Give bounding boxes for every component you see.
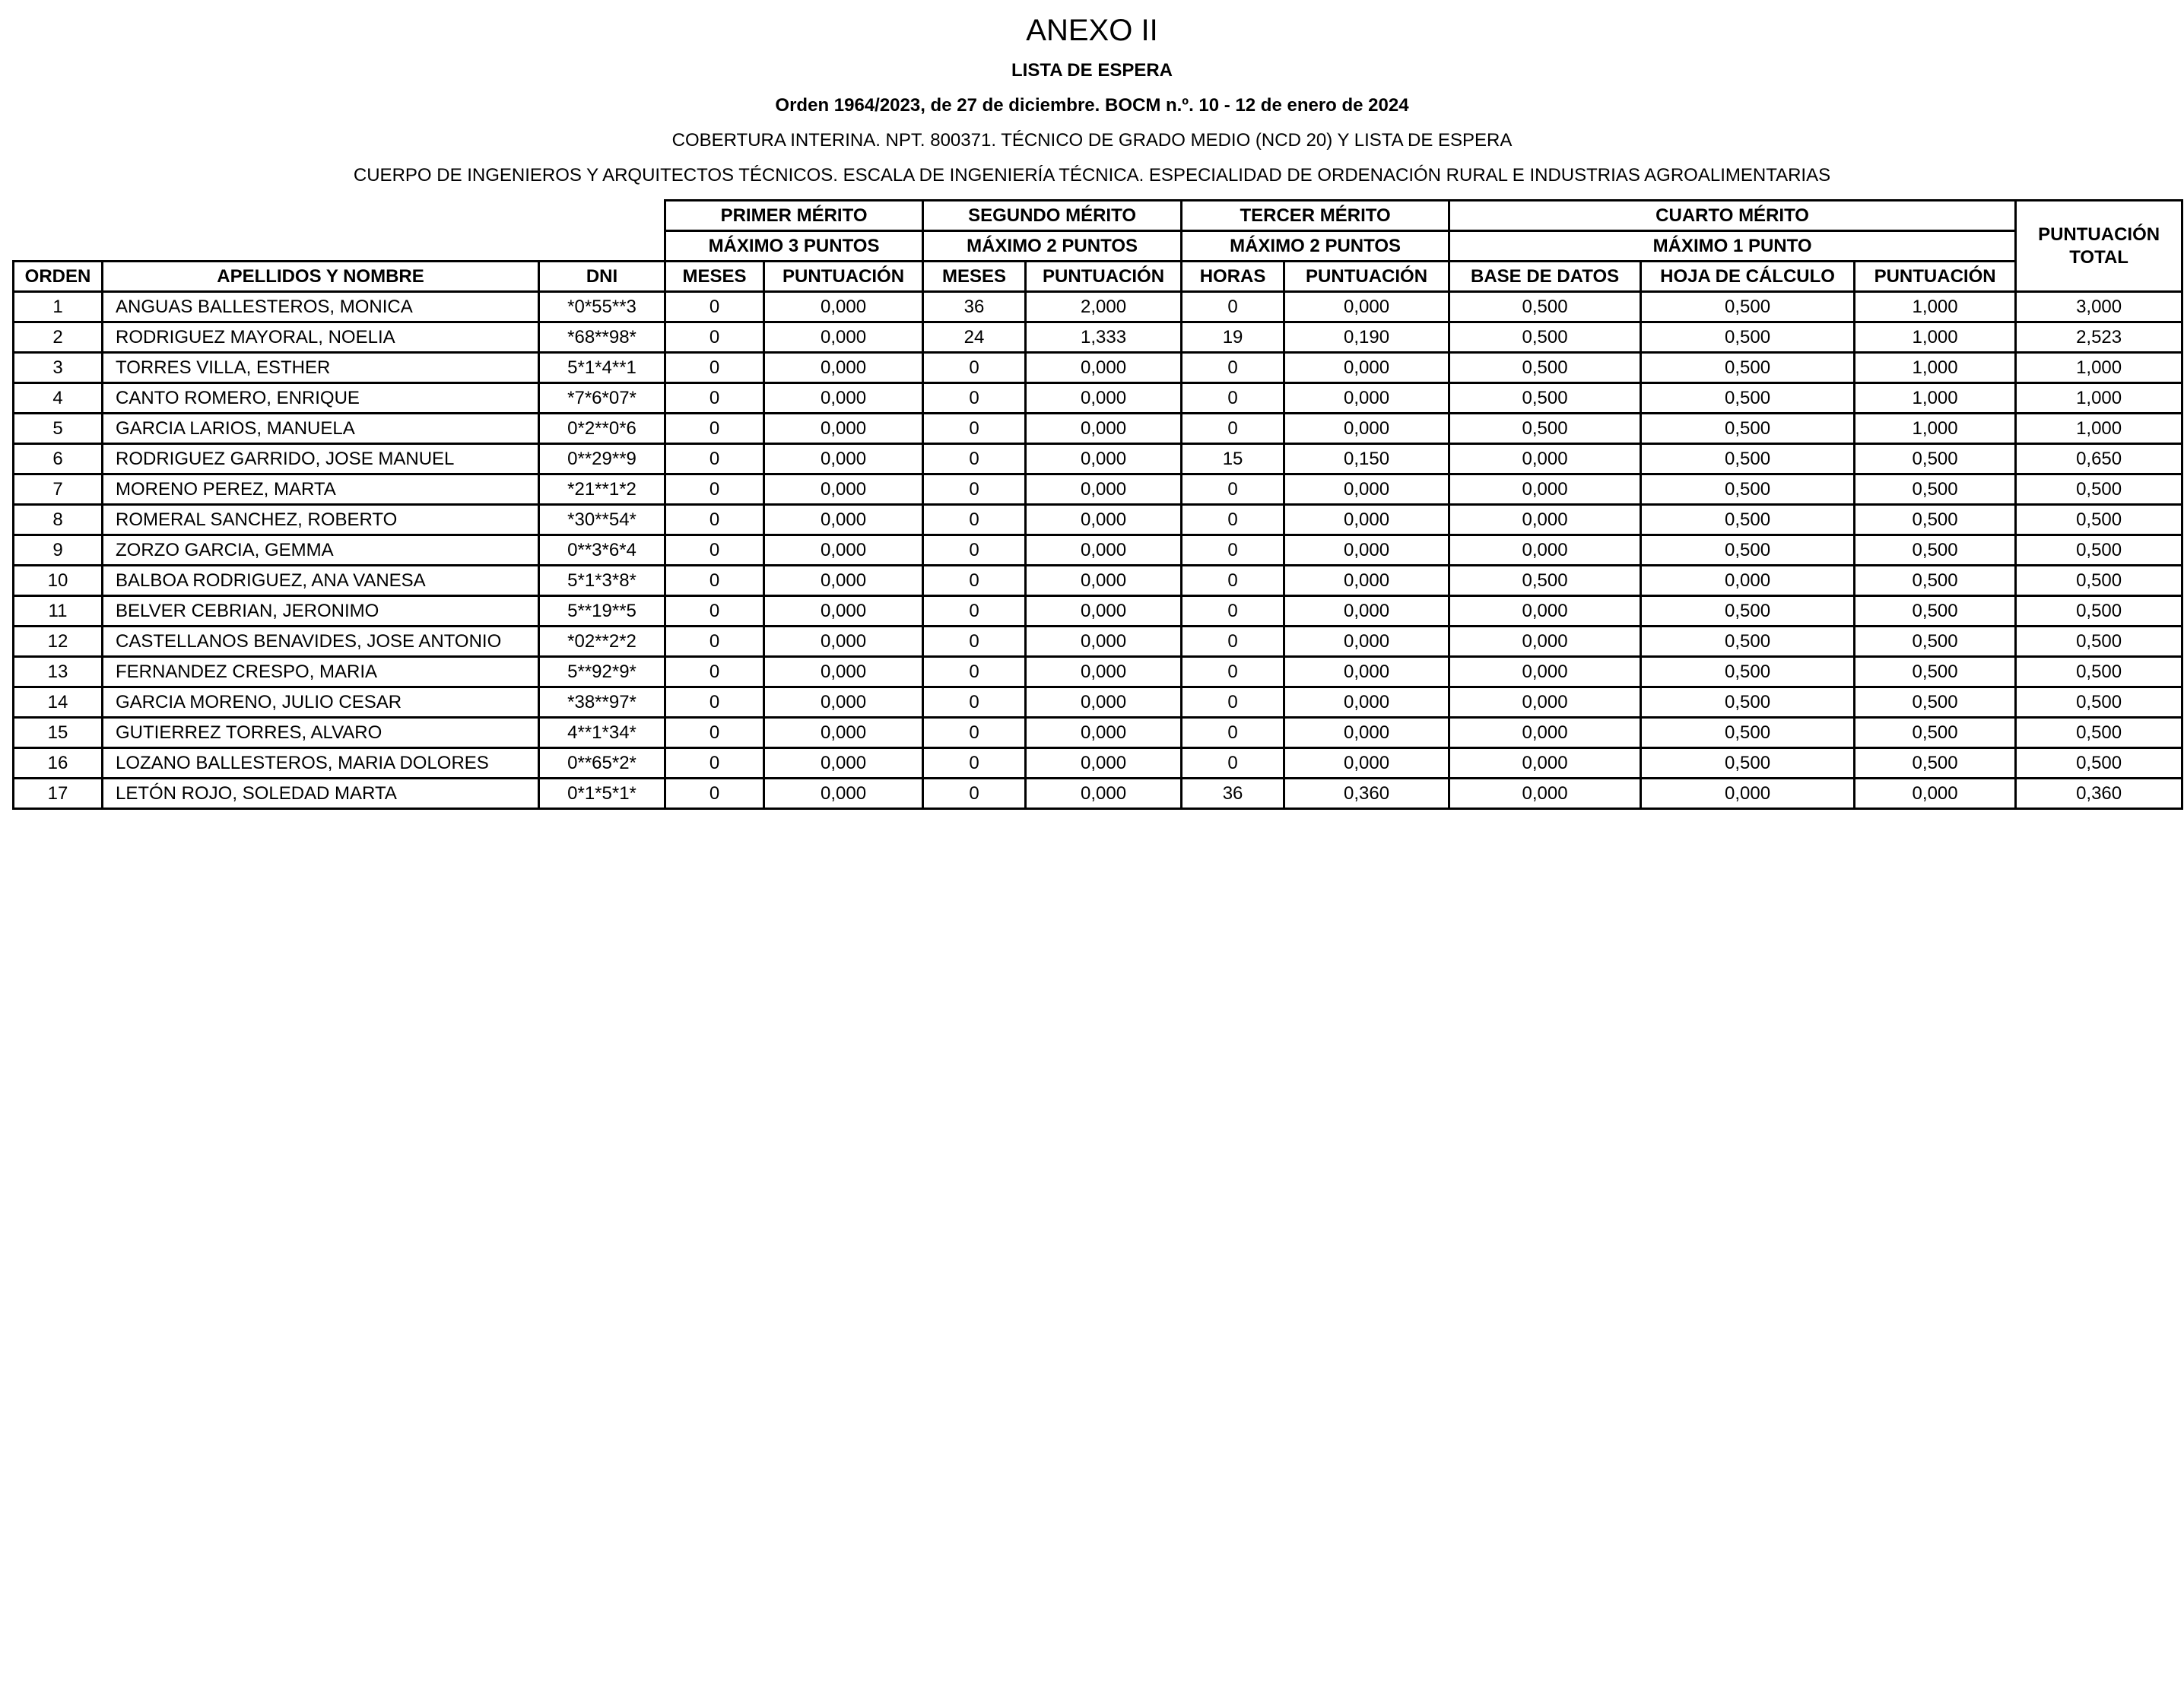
col-orden: ORDEN [14,262,103,292]
cell-m1-meses: 0 [665,718,764,748]
cell-dni: 5*1*4**1 [539,353,665,383]
cell-m1-meses: 0 [665,474,764,505]
cell-orden: 3 [14,353,103,383]
table-body [14,292,2182,809]
cell-m3-puntuacion: 0,000 [1284,627,1449,657]
table-row [14,505,2182,535]
cell-m4-base-datos: 0,500 [1449,322,1641,353]
cell-m4-puntuacion: 0,500 [1855,718,2016,748]
cell-puntuacion-total: 1,000 [2016,414,2182,444]
cell-m3-puntuacion: 0,000 [1284,414,1449,444]
cell-m2-meses: 0 [923,505,1026,535]
cell-m4-base-datos: 0,500 [1449,566,1641,596]
cell-orden: 1 [14,292,103,322]
cell-m1-meses: 0 [665,353,764,383]
cell-m4-base-datos: 0,000 [1449,779,1641,809]
cell-m4-hoja-calculo: 0,000 [1641,779,1855,809]
cell-apellidos-nombre: CANTO ROMERO, ENRIQUE [103,383,539,414]
cell-m3-puntuacion: 0,000 [1284,748,1449,779]
cell-m4-puntuacion: 0,500 [1855,566,2016,596]
cell-orden: 17 [14,779,103,809]
table-row [14,687,2182,718]
cell-m4-base-datos: 0,000 [1449,444,1641,474]
col-m2-puntuacion: PUNTUACIÓN [1026,262,1182,292]
cell-dni: *30**54* [539,505,665,535]
cell-m1-puntuacion: 0,000 [764,353,923,383]
cell-m4-puntuacion: 0,500 [1855,596,2016,627]
col-m4-puntuacion: PUNTUACIÓN [1855,262,2016,292]
cell-m4-puntuacion: 1,000 [1855,292,2016,322]
cell-m4-puntuacion: 0,500 [1855,748,2016,779]
cell-m3-puntuacion: 0,000 [1284,596,1449,627]
cell-orden: 14 [14,687,103,718]
cell-orden: 16 [14,748,103,779]
cell-m4-hoja-calculo: 0,500 [1641,414,1855,444]
cell-m1-meses: 0 [665,596,764,627]
table-row [14,292,2182,322]
cell-puntuacion-total: 0,500 [2016,505,2182,535]
cell-m4-base-datos: 0,000 [1449,474,1641,505]
cell-m4-hoja-calculo: 0,000 [1641,566,1855,596]
cell-apellidos-nombre: CASTELLANOS BENAVIDES, JOSE ANTONIO [103,627,539,657]
col-m2-meses: MESES [923,262,1026,292]
cell-apellidos-nombre: LETÓN ROJO, SOLEDAD MARTA [103,779,539,809]
cell-m3-horas: 0 [1182,687,1284,718]
cell-m2-meses: 0 [923,474,1026,505]
cell-m3-horas: 0 [1182,627,1284,657]
col-m1-meses: MESES [665,262,764,292]
cell-m2-puntuacion: 0,000 [1026,535,1182,566]
cell-orden: 13 [14,657,103,687]
cell-m1-meses: 0 [665,444,764,474]
cell-m1-puntuacion: 0,000 [764,657,923,687]
cell-apellidos-nombre: MORENO PEREZ, MARTA [103,474,539,505]
cell-m1-puntuacion: 0,000 [764,779,923,809]
waiting-list-table [12,199,2183,810]
cell-apellidos-nombre: TORRES VILLA, ESTHER [103,353,539,383]
cell-apellidos-nombre: BALBOA RODRIGUEZ, ANA VANESA [103,566,539,596]
col-m4-hoja-calculo: HOJA DE CÁLCULO [1641,262,1855,292]
cell-m3-horas: 0 [1182,383,1284,414]
cell-m3-puntuacion: 0,000 [1284,292,1449,322]
cell-m2-meses: 0 [923,353,1026,383]
cell-m3-horas: 0 [1182,566,1284,596]
cell-m4-base-datos: 0,500 [1449,383,1641,414]
cell-m2-meses: 0 [923,444,1026,474]
table-row [14,444,2182,474]
cell-dni: 0**29**9 [539,444,665,474]
cell-m4-puntuacion: 1,000 [1855,353,2016,383]
cell-m2-puntuacion: 0,000 [1026,718,1182,748]
cell-dni: 5**92*9* [539,657,665,687]
cell-orden: 9 [14,535,103,566]
cell-puntuacion-total: 1,000 [2016,383,2182,414]
cell-m2-puntuacion: 0,000 [1026,779,1182,809]
cell-puntuacion-total: 0,500 [2016,657,2182,687]
cell-m2-puntuacion: 0,000 [1026,383,1182,414]
cell-puntuacion-total: 0,650 [2016,444,2182,474]
cell-m4-hoja-calculo: 0,500 [1641,292,1855,322]
cell-m1-meses: 0 [665,657,764,687]
cell-m3-horas: 15 [1182,444,1284,474]
col-m3-horas: HORAS [1182,262,1284,292]
cell-puntuacion-total: 0,500 [2016,535,2182,566]
cell-puntuacion-total: 0,500 [2016,474,2182,505]
table-row [14,353,2182,383]
table-row [14,779,2182,809]
cell-m2-meses: 0 [923,687,1026,718]
cell-apellidos-nombre: RODRIGUEZ MAYORAL, NOELIA [103,322,539,353]
cell-m1-meses: 0 [665,383,764,414]
cell-apellidos-nombre: GUTIERREZ TORRES, ALVARO [103,718,539,748]
cell-apellidos-nombre: FERNANDEZ CRESPO, MARIA [103,657,539,687]
cell-orden: 6 [14,444,103,474]
cell-m1-puntuacion: 0,000 [764,383,923,414]
cell-m2-puntuacion: 0,000 [1026,566,1182,596]
cell-m1-meses: 0 [665,687,764,718]
cell-m2-meses: 0 [923,718,1026,748]
cell-m1-meses: 0 [665,292,764,322]
cell-m3-puntuacion: 0,190 [1284,322,1449,353]
cell-m3-horas: 0 [1182,535,1284,566]
cell-m1-meses: 0 [665,748,764,779]
cell-m2-puntuacion: 2,000 [1026,292,1182,322]
cell-m2-meses: 0 [923,627,1026,657]
cell-m4-hoja-calculo: 0,500 [1641,748,1855,779]
cell-dni: *68**98* [539,322,665,353]
cell-m1-meses: 0 [665,779,764,809]
table-row [14,596,2182,627]
cell-m4-puntuacion: 1,000 [1855,322,2016,353]
cell-m3-puntuacion: 0,000 [1284,505,1449,535]
group-primer-merito: PRIMER MÉRITO [665,201,923,231]
cell-orden: 5 [14,414,103,444]
cell-m4-base-datos: 0,000 [1449,687,1641,718]
cell-m4-puntuacion: 1,000 [1855,414,2016,444]
cell-apellidos-nombre: ROMERAL SANCHEZ, ROBERTO [103,505,539,535]
cell-orden: 8 [14,505,103,535]
cell-puntuacion-total: 3,000 [2016,292,2182,322]
cell-m4-hoja-calculo: 0,500 [1641,322,1855,353]
cell-m4-hoja-calculo: 0,500 [1641,627,1855,657]
cell-m2-meses: 0 [923,596,1026,627]
cell-m2-meses: 0 [923,657,1026,687]
cell-m4-hoja-calculo: 0,500 [1641,505,1855,535]
cell-m2-puntuacion: 0,000 [1026,444,1182,474]
list-subtitle: LISTA DE ESPERA [1011,60,1173,81]
cell-m4-hoja-calculo: 0,500 [1641,718,1855,748]
table-row [14,718,2182,748]
cell-m2-puntuacion: 0,000 [1026,474,1182,505]
cell-m4-base-datos: 0,000 [1449,505,1641,535]
cell-puntuacion-total: 1,000 [2016,353,2182,383]
cell-m3-horas: 0 [1182,657,1284,687]
cell-puntuacion-total: 0,500 [2016,718,2182,748]
cell-dni: 0*1*5*1* [539,779,665,809]
cell-m3-puntuacion: 0,000 [1284,535,1449,566]
table-row [14,748,2182,779]
cell-m4-hoja-calculo: 0,500 [1641,383,1855,414]
cell-dni: 4**1*34* [539,718,665,748]
cell-m1-puntuacion: 0,000 [764,627,923,657]
cell-m3-puntuacion: 0,000 [1284,353,1449,383]
col-m1-puntuacion: PUNTUACIÓN [764,262,923,292]
cell-m4-puntuacion: 0,500 [1855,657,2016,687]
cell-m1-meses: 0 [665,566,764,596]
cell-orden: 7 [14,474,103,505]
cell-m1-puntuacion: 0,000 [764,474,923,505]
table-row [14,383,2182,414]
max-primer-merito: MÁXIMO 3 PUNTOS [665,231,923,262]
cell-dni: *21**1*2 [539,474,665,505]
col-m4-base-datos: BASE DE DATOS [1449,262,1641,292]
cell-m2-puntuacion: 0,000 [1026,748,1182,779]
coverage-line: COBERTURA INTERINA. NPT. 800371. TÉCNICO DE GRADO MEDIO (NCD 20) Y LISTA DE ESPERA [671,130,1513,151]
cell-m3-horas: 0 [1182,505,1284,535]
cell-apellidos-nombre: ZORZO GARCIA, GEMMA [103,535,539,566]
cell-m4-base-datos: 0,000 [1449,627,1641,657]
cell-m4-puntuacion: 0,500 [1855,627,2016,657]
group-tercer-merito: TERCER MÉRITO [1182,201,1449,231]
cell-dni: 0**3*6*4 [539,535,665,566]
corps-line: CUERPO DE INGENIEROS Y ARQUITECTOS TÉCNICOS. ESCALA DE INGENIERÍA TÉCNICA. ESPECIALIDAD DE ORDENACIÓN RURAL E INDUSTRIAS AGROALIMENTARIAS [353,165,1831,186]
cell-m2-meses: 24 [923,322,1026,353]
cell-m2-meses: 0 [923,779,1026,809]
cell-orden: 15 [14,718,103,748]
cell-m4-puntuacion: 0,500 [1855,444,2016,474]
cell-m3-horas: 0 [1182,718,1284,748]
cell-m2-meses: 0 [923,566,1026,596]
cell-puntuacion-total: 0,500 [2016,748,2182,779]
cell-apellidos-nombre: ANGUAS BALLESTEROS, MONICA [103,292,539,322]
cell-m3-puntuacion: 0,150 [1284,444,1449,474]
cell-m2-meses: 0 [923,383,1026,414]
cell-m4-hoja-calculo: 0,500 [1641,353,1855,383]
cell-m4-hoja-calculo: 0,500 [1641,474,1855,505]
order-reference: Orden 1964/2023, de 27 de diciembre. BOCM n.º. 10 - 12 de enero de 2024 [775,95,1409,116]
cell-m1-meses: 0 [665,322,764,353]
cell-m4-puntuacion: 0,500 [1855,505,2016,535]
cell-m4-hoja-calculo: 0,500 [1641,657,1855,687]
col-apellidos-nombre: APELLIDOS Y NOMBRE [103,262,539,292]
cell-m3-puntuacion: 0,000 [1284,566,1449,596]
cell-m2-puntuacion: 0,000 [1026,687,1182,718]
cell-m1-puntuacion: 0,000 [764,596,923,627]
blank-corner [14,201,665,231]
merit-group-row [14,201,2182,231]
cell-dni: *02**2*2 [539,627,665,657]
cell-m4-puntuacion: 1,000 [1855,383,2016,414]
table-row [14,566,2182,596]
table-row [14,474,2182,505]
cell-m1-puntuacion: 0,000 [764,444,923,474]
cell-apellidos-nombre: BELVER CEBRIAN, JERONIMO [103,596,539,627]
cell-m2-puntuacion: 0,000 [1026,627,1182,657]
cell-m2-meses: 0 [923,535,1026,566]
group-segundo-merito: SEGUNDO MÉRITO [923,201,1182,231]
cell-m4-puntuacion: 0,500 [1855,535,2016,566]
cell-m4-hoja-calculo: 0,500 [1641,444,1855,474]
cell-dni: *0*55**3 [539,292,665,322]
cell-m1-puntuacion: 0,000 [764,687,923,718]
cell-m2-puntuacion: 0,000 [1026,414,1182,444]
cell-m1-puntuacion: 0,000 [764,535,923,566]
cell-m2-puntuacion: 0,000 [1026,596,1182,627]
cell-m4-base-datos: 0,000 [1449,657,1641,687]
cell-dni: *7*6*07* [539,383,665,414]
cell-m1-puntuacion: 0,000 [764,748,923,779]
cell-orden: 2 [14,322,103,353]
cell-m3-puntuacion: 0,000 [1284,657,1449,687]
blank-corner [14,231,665,262]
cell-m3-horas: 0 [1182,474,1284,505]
cell-m4-base-datos: 0,500 [1449,414,1641,444]
cell-m2-puntuacion: 1,333 [1026,322,1182,353]
cell-m2-puntuacion: 0,000 [1026,657,1182,687]
cell-orden: 12 [14,627,103,657]
cell-m1-meses: 0 [665,414,764,444]
cell-m1-meses: 0 [665,535,764,566]
max-segundo-merito: MÁXIMO 2 PUNTOS [923,231,1182,262]
header-puntuacion-total: PUNTUACIÓN TOTAL [2016,201,2182,292]
cell-orden: 4 [14,383,103,414]
cell-m4-puntuacion: 0,500 [1855,474,2016,505]
column-header-row [14,262,2182,292]
cell-m2-puntuacion: 0,000 [1026,353,1182,383]
cell-m4-base-datos: 0,000 [1449,748,1641,779]
table-row [14,414,2182,444]
cell-m1-puntuacion: 0,000 [764,322,923,353]
cell-dni: *38**97* [539,687,665,718]
cell-m2-puntuacion: 0,000 [1026,505,1182,535]
cell-m3-horas: 36 [1182,779,1284,809]
cell-orden: 11 [14,596,103,627]
cell-dni: 0*2**0*6 [539,414,665,444]
cell-puntuacion-total: 0,500 [2016,596,2182,627]
cell-m1-meses: 0 [665,627,764,657]
cell-m2-meses: 0 [923,414,1026,444]
cell-m1-puntuacion: 0,000 [764,718,923,748]
col-m3-puntuacion: PUNTUACIÓN [1284,262,1449,292]
table-row [14,322,2182,353]
cell-apellidos-nombre: GARCIA MORENO, JULIO CESAR [103,687,539,718]
cell-m3-horas: 0 [1182,748,1284,779]
max-tercer-merito: MÁXIMO 2 PUNTOS [1182,231,1449,262]
cell-dni: 5*1*3*8* [539,566,665,596]
cell-puntuacion-total: 0,500 [2016,566,2182,596]
cell-m1-puntuacion: 0,000 [764,414,923,444]
cell-m3-horas: 0 [1182,596,1284,627]
col-dni: DNI [539,262,665,292]
cell-puntuacion-total: 2,523 [2016,322,2182,353]
group-cuarto-merito: CUARTO MÉRITO [1449,201,2016,231]
cell-m4-base-datos: 0,000 [1449,596,1641,627]
cell-puntuacion-total: 0,500 [2016,687,2182,718]
cell-dni: 0**65*2* [539,748,665,779]
cell-apellidos-nombre: GARCIA LARIOS, MANUELA [103,414,539,444]
cell-orden: 10 [14,566,103,596]
cell-m3-puntuacion: 0,360 [1284,779,1449,809]
cell-m1-puntuacion: 0,000 [764,505,923,535]
cell-apellidos-nombre: LOZANO BALLESTEROS, MARIA DOLORES [103,748,539,779]
cell-m3-puntuacion: 0,000 [1284,383,1449,414]
cell-apellidos-nombre: RODRIGUEZ GARRIDO, JOSE MANUEL [103,444,539,474]
cell-m3-horas: 0 [1182,292,1284,322]
cell-m4-hoja-calculo: 0,500 [1641,687,1855,718]
cell-m3-horas: 19 [1182,322,1284,353]
annex-title: ANEXO II [1026,14,1158,47]
merit-max-row [14,231,2182,262]
cell-m3-horas: 0 [1182,353,1284,383]
cell-m4-base-datos: 0,500 [1449,353,1641,383]
cell-m2-meses: 36 [923,292,1026,322]
cell-m1-meses: 0 [665,505,764,535]
cell-m2-meses: 0 [923,748,1026,779]
cell-m4-puntuacion: 0,500 [1855,687,2016,718]
cell-m3-horas: 0 [1182,414,1284,444]
cell-m4-hoja-calculo: 0,500 [1641,535,1855,566]
cell-m4-base-datos: 0,000 [1449,718,1641,748]
cell-puntuacion-total: 0,360 [2016,779,2182,809]
cell-m4-puntuacion: 0,000 [1855,779,2016,809]
table-row [14,627,2182,657]
cell-m4-hoja-calculo: 0,500 [1641,596,1855,627]
cell-puntuacion-total: 0,500 [2016,627,2182,657]
cell-m4-base-datos: 0,500 [1449,292,1641,322]
table-row [14,535,2182,566]
table-row [14,657,2182,687]
max-cuarto-merito: MÁXIMO 1 PUNTO [1449,231,2016,262]
cell-m1-puntuacion: 0,000 [764,292,923,322]
cell-m1-puntuacion: 0,000 [764,566,923,596]
cell-m3-puntuacion: 0,000 [1284,718,1449,748]
cell-m3-puntuacion: 0,000 [1284,687,1449,718]
cell-m3-puntuacion: 0,000 [1284,474,1449,505]
cell-dni: 5**19**5 [539,596,665,627]
cell-m4-base-datos: 0,000 [1449,535,1641,566]
